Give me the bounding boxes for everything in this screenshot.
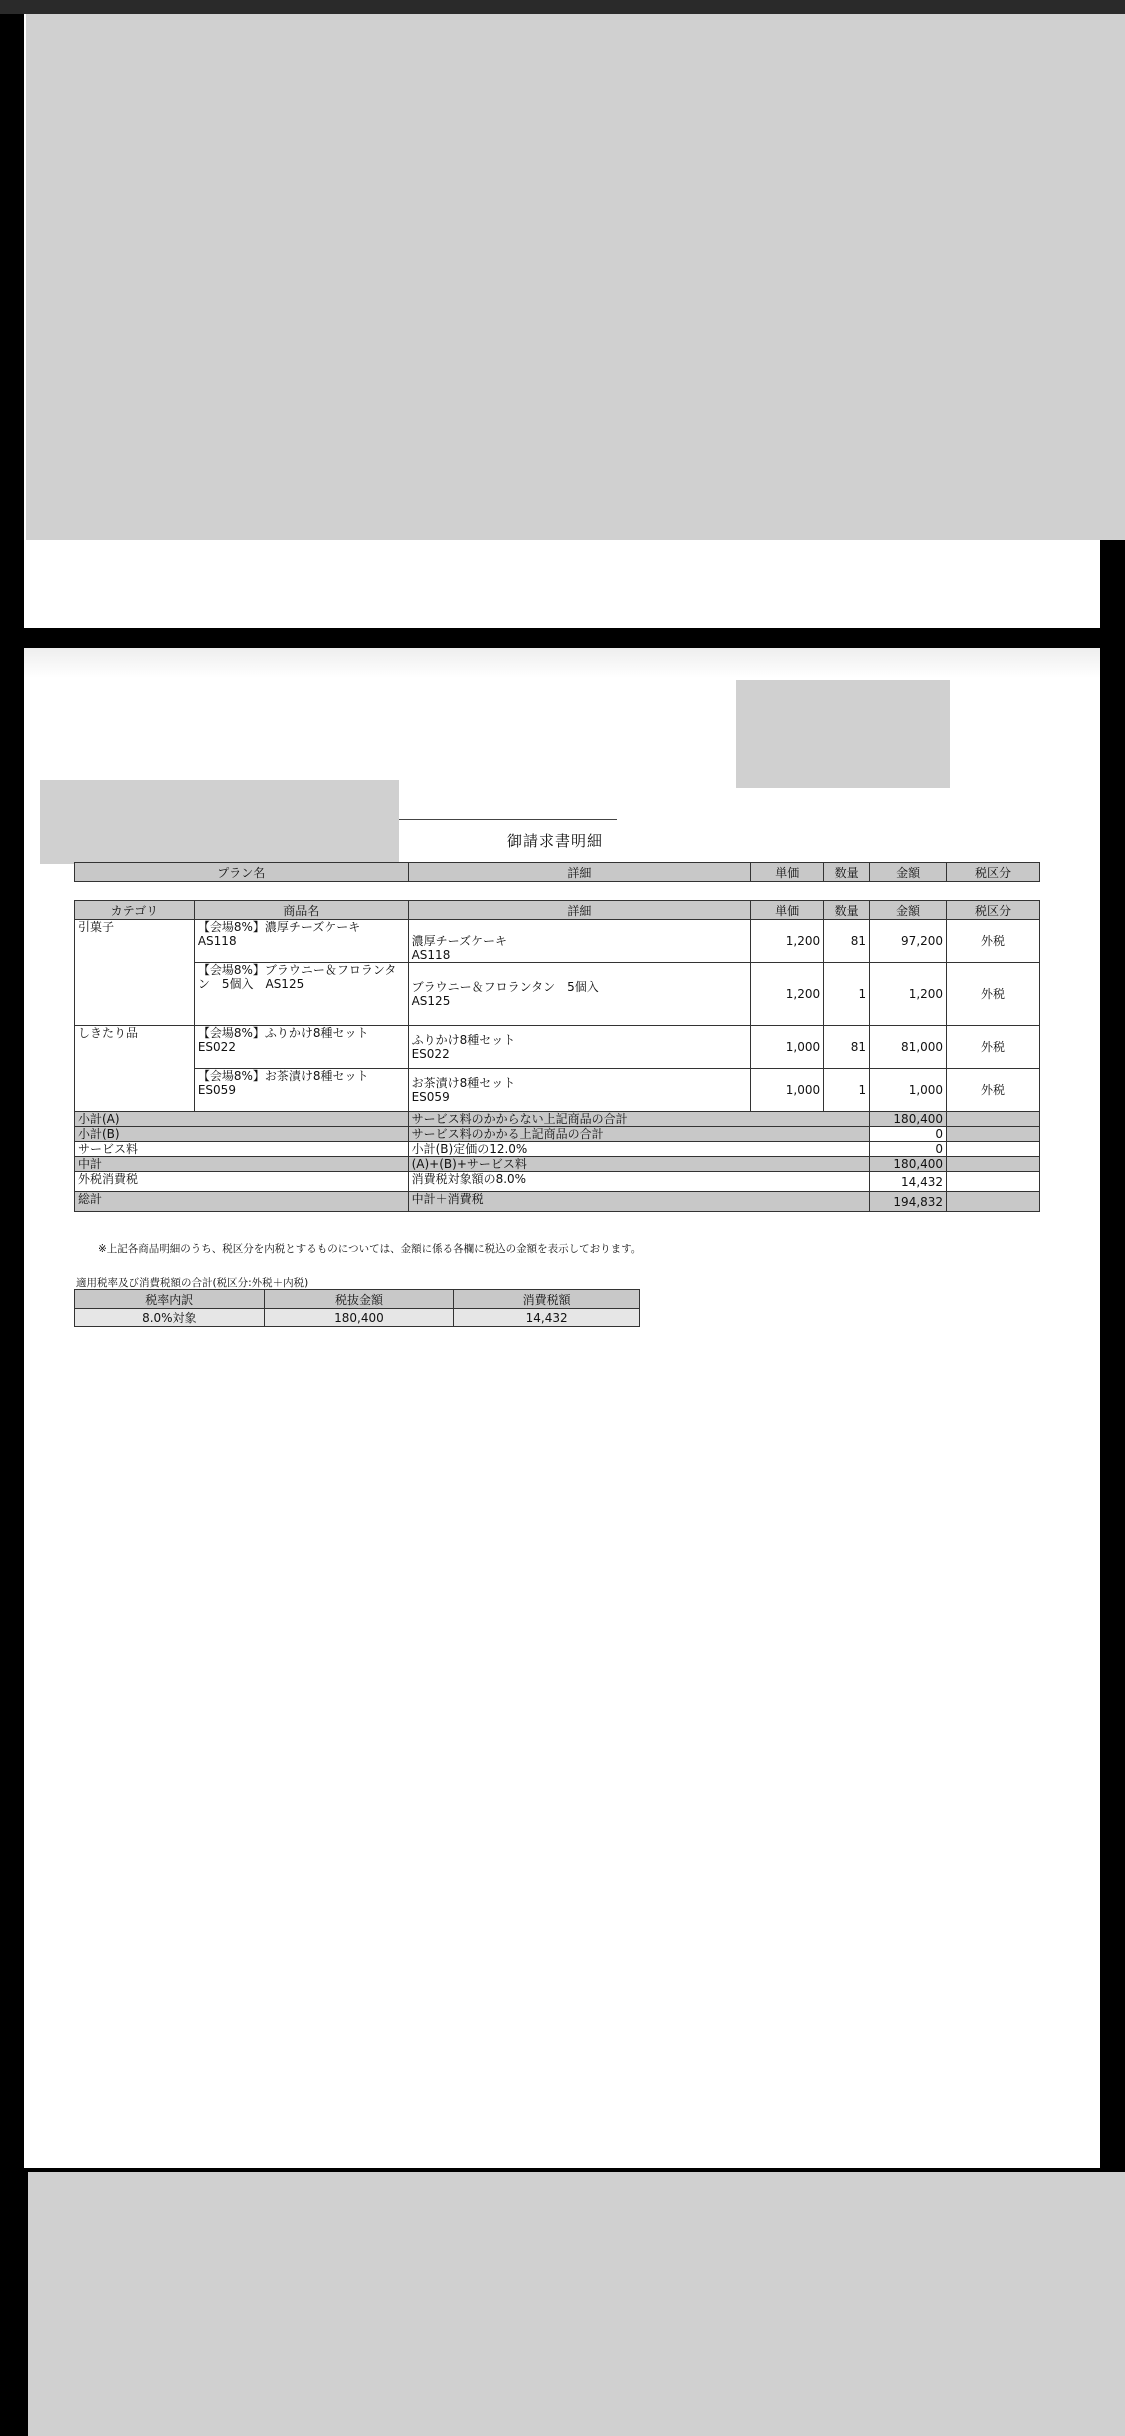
redacted-region bbox=[26, 14, 1125, 540]
summary-label: 外税消費税 bbox=[75, 1172, 409, 1192]
summary-amount: 0 bbox=[870, 1127, 947, 1142]
plan-table bbox=[74, 862, 1040, 882]
amount-cell: 97,200 bbox=[870, 920, 947, 963]
summary-amount: 14,432 bbox=[870, 1172, 947, 1192]
tax-note: ※上記各商品明細のうち、税区分を内税とするものについては、金額に係る各欄に税込の金額を表示しております。 bbox=[98, 1243, 642, 1255]
summary-amount: 0 bbox=[870, 1142, 947, 1157]
redacted-region bbox=[40, 780, 399, 864]
summary-desc: 小計(B)定価の12.0% bbox=[408, 1142, 869, 1157]
tax-cell: 外税 bbox=[947, 1026, 1040, 1069]
summary-row-consumption-tax bbox=[75, 1172, 1040, 1192]
tax-rate-cell: 8.0%対象 bbox=[75, 1309, 265, 1327]
window-top-bar bbox=[0, 0, 1125, 14]
col-header-category: カテゴリ bbox=[75, 901, 195, 920]
col-header-pretax-amount: 税抜金額 bbox=[264, 1290, 454, 1309]
detail-cell: ふりかけ8種セット ES022 bbox=[408, 1026, 751, 1069]
summary-tax-empty bbox=[947, 1172, 1040, 1192]
tax-summary-caption: 適用税率及び消費税額の合計(税区分:外税＋内税) bbox=[76, 1277, 309, 1289]
qty-cell: 1 bbox=[824, 963, 870, 1026]
tax-summary-table bbox=[74, 1289, 640, 1327]
product-cell: 【会場8%】ふりかけ8種セット ES022 bbox=[194, 1026, 408, 1069]
price-cell: 1,000 bbox=[751, 1069, 824, 1112]
qty-cell: 81 bbox=[824, 1026, 870, 1069]
product-cell: 【会場8%】ブラウニー＆フロランタン 5個入 AS125 bbox=[194, 963, 408, 1026]
summary-label: 中計 bbox=[75, 1157, 409, 1172]
table-row bbox=[75, 1069, 1040, 1112]
document-title: 御請求書明細 bbox=[506, 832, 603, 850]
col-header-tax-rate: 税率内訳 bbox=[75, 1290, 265, 1309]
summary-row-service-fee bbox=[75, 1142, 1040, 1157]
category-cell: 引菓子 bbox=[75, 920, 195, 1026]
items-table bbox=[74, 900, 1040, 1212]
tax-cell: 外税 bbox=[947, 1069, 1040, 1112]
table-row bbox=[75, 963, 1040, 1026]
category-cell: しきたり品 bbox=[75, 1026, 195, 1112]
page-shadow bbox=[24, 648, 1100, 678]
summary-row-grand-total bbox=[75, 1192, 1040, 1212]
col-header-product: 商品名 bbox=[194, 901, 408, 920]
col-header-amount: 金額 bbox=[870, 863, 947, 882]
summary-amount: 180,400 bbox=[870, 1112, 947, 1127]
summary-desc: サービス料のかからない上記商品の合計 bbox=[408, 1112, 869, 1127]
col-header-tax: 税区分 bbox=[947, 901, 1040, 920]
summary-label: 小計(A) bbox=[75, 1112, 409, 1127]
title-underline bbox=[399, 819, 617, 820]
detail-cell: ブラウニー＆フロランタン 5個入 AS125 bbox=[408, 963, 751, 1026]
col-header-detail: 詳細 bbox=[408, 863, 751, 882]
table-row bbox=[75, 920, 1040, 963]
pretax-amount-cell: 180,400 bbox=[264, 1309, 454, 1327]
detail-cell: 濃厚チーズケーキ AS118 bbox=[408, 920, 751, 963]
col-header-price: 単価 bbox=[751, 901, 824, 920]
amount-cell: 1,200 bbox=[870, 963, 947, 1026]
col-header-amount: 金額 bbox=[870, 901, 947, 920]
col-header-tax-amount: 消費税額 bbox=[454, 1290, 640, 1309]
redacted-page-3 bbox=[28, 2172, 1125, 2436]
summary-label: 総計 bbox=[75, 1192, 409, 1212]
table-row bbox=[75, 1026, 1040, 1069]
amount-cell: 1,000 bbox=[870, 1069, 947, 1112]
col-header-tax: 税区分 bbox=[947, 863, 1040, 882]
tax-cell: 外税 bbox=[947, 920, 1040, 963]
summary-label: 小計(B) bbox=[75, 1127, 409, 1142]
qty-cell: 1 bbox=[824, 1069, 870, 1112]
table-row bbox=[75, 1309, 640, 1327]
summary-desc: 中計＋消費税 bbox=[408, 1192, 869, 1212]
qty-cell: 81 bbox=[824, 920, 870, 963]
summary-tax-empty bbox=[947, 1112, 1040, 1127]
product-cell: 【会場8%】濃厚チーズケーキ AS118 bbox=[194, 920, 408, 963]
summary-desc: サービス料のかかる上記商品の合計 bbox=[408, 1127, 869, 1142]
summary-amount: 180,400 bbox=[870, 1157, 947, 1172]
col-header-price: 単価 bbox=[751, 863, 824, 882]
col-header-detail: 詳細 bbox=[408, 901, 751, 920]
summary-tax-empty bbox=[947, 1127, 1040, 1142]
col-header-plan: プラン名 bbox=[75, 863, 409, 882]
detail-cell: お茶漬け8種セット ES059 bbox=[408, 1069, 751, 1112]
tax-cell: 外税 bbox=[947, 963, 1040, 1026]
summary-amount: 194,832 bbox=[870, 1192, 947, 1212]
product-cell: 【会場8%】お茶漬け8種セット ES059 bbox=[194, 1069, 408, 1112]
amount-cell: 81,000 bbox=[870, 1026, 947, 1069]
summary-row-midtotal bbox=[75, 1157, 1040, 1172]
summary-desc: 消費税対象額の8.0% bbox=[408, 1172, 869, 1192]
summary-tax-empty bbox=[947, 1142, 1040, 1157]
redacted-region bbox=[736, 680, 950, 788]
summary-tax-empty bbox=[947, 1192, 1040, 1212]
price-cell: 1,200 bbox=[751, 920, 824, 963]
price-cell: 1,200 bbox=[751, 963, 824, 1026]
tax-amount-cell: 14,432 bbox=[454, 1309, 640, 1327]
summary-tax-empty bbox=[947, 1157, 1040, 1172]
price-cell: 1,000 bbox=[751, 1026, 824, 1069]
summary-desc: (A)+(B)+サービス料 bbox=[408, 1157, 869, 1172]
summary-row-subtotal-a bbox=[75, 1112, 1040, 1127]
col-header-qty: 数量 bbox=[824, 863, 870, 882]
summary-row-subtotal-b bbox=[75, 1127, 1040, 1142]
col-header-qty: 数量 bbox=[824, 901, 870, 920]
summary-label: サービス料 bbox=[75, 1142, 409, 1157]
